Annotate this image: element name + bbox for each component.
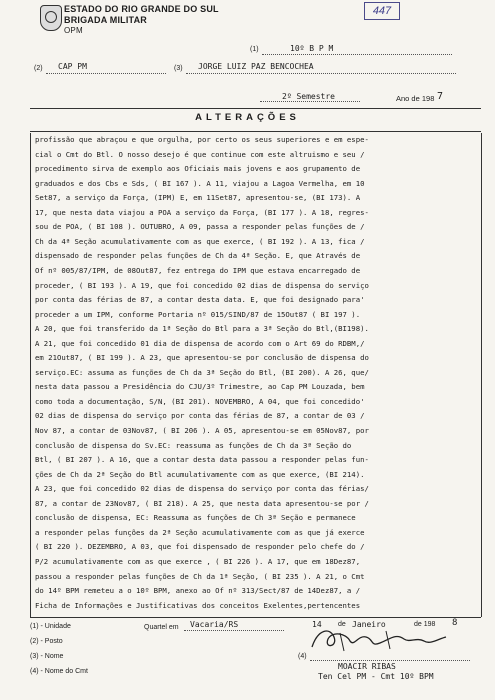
body-line: 87, a contar de 23Nov87, ( BI 218). A 25, que nesta data apresentou-se por / [35, 498, 369, 508]
body-line: A 20, que foi transferido da 1ª Seção do Btl para a 3ª Seção do Btl,(BI198). [35, 324, 369, 334]
commander-title: Ten Cel PM - Cmt 10º BPM [318, 672, 434, 681]
body-line: a responder pelas funções da 2ª Seção acumulativamente com as que já exerce [35, 527, 365, 537]
footer-day: 14 [312, 620, 322, 629]
body-line: nesta data passou a Presidência do CJU/3º Trimestre, ao Cap PM Louzada, bem [35, 382, 365, 392]
alteracoes-body [30, 133, 482, 617]
quartel-city: Vacaria/RS [190, 620, 239, 629]
nome-underline [186, 73, 456, 74]
body-line: 17, que nesta data viajou a POA a serviço da Força, (BI 177 ). A 18, regres- [35, 207, 369, 217]
year-digit: 7 [437, 91, 444, 102]
city-underline [184, 630, 284, 631]
legend-nome: (3) - Nome [30, 653, 64, 660]
semester-underline [260, 101, 360, 102]
brigade-heading: BRIGADA MILITAR [64, 15, 147, 25]
quartel-label: Quartel em [144, 624, 179, 631]
body-line: Set87, a serviço da Força, (IPM) E, em 11Set87, apresentou-se, (BI 173). A [35, 193, 361, 203]
semester-value: 2º Semestre [282, 92, 335, 101]
title-bottom-rule [30, 131, 481, 132]
section-title: ALTERAÇÕES [195, 112, 300, 123]
body-line: conclusão de dispensa, EC: Reassuma as funções de Ch 3ª Seção e permanece [35, 513, 356, 523]
body-line: cial o Cmt do Btl. O nosso desejo é que continue com este altruismo e seu / [35, 149, 365, 159]
body-line: passou a responder pelas funções de Ch da 1ª Seção, ( BI 235 ). A 21, o Cmt [35, 571, 365, 581]
commander-signature-icon [300, 623, 460, 655]
footer-month: Janeiro [352, 620, 386, 629]
body-line: Of nº 005/87/IPM, de 08Out87, fez entrega do IPM que estava encarregado de [35, 265, 361, 275]
commander-name: MOACIR RIBAS [338, 662, 396, 671]
body-line: conclusão de dispensa do Sv.EC: reassuma as funções de Ch da 3ª Seção do [35, 440, 352, 450]
cmt-marker: (4) [298, 653, 307, 660]
body-line: graduados e dos Cbs e Sds, ( BI 167 ). A 11, viajou a Lagoa Vermelha, em 10 [35, 178, 365, 188]
nome-marker: (3) [174, 65, 183, 72]
state-heading: ESTADO DO RIO GRANDE DO SUL [64, 4, 219, 14]
footer-year-prefix: de 198 [414, 621, 436, 628]
body-line: profissão que abraçou e que orgulha, por certo os seus superiores e em espe- [35, 135, 369, 144]
opm-value: 10º B P M [290, 44, 334, 53]
opm-underline [262, 54, 452, 55]
posto-underline [46, 73, 166, 74]
body-line: ções de Ch da 2ª Seção do Btl acumulativamente com as que exerce, (BI 214). [35, 469, 365, 479]
body-line: proceder a um IPM, conforme Portaria nº 015/SIND/87 de 15Out87 ( BI 197 ). [35, 309, 361, 319]
body-line: em 21Out87, ( BI 199 ). A 23, que apresentou-se por conclusão de dispensa do [35, 353, 369, 363]
state-crest-icon [40, 5, 62, 31]
footer-de: de [338, 621, 346, 628]
body-line: A 21, que foi concedido 01 dia de dispensa de acordo com o Art 69 do RDBM,/ [35, 338, 365, 348]
legend-posto: (2) - Posto [30, 638, 63, 645]
opm-marker: (1) [250, 46, 259, 53]
body-line: dispensado de responder pelas funções de Ch da 4ª Seção. E, que Através de [35, 251, 361, 261]
body-line: ( BI 220 ). DEZEMBRO, A 03, que foi dispensado de responder pelo chefe do / [35, 542, 365, 552]
year-label: Ano de 198 [396, 94, 435, 103]
body-line: Ficha de Informações e Justificativas dos conceitos Exelentes,pertencentes [35, 600, 361, 610]
opm-heading: OPM [64, 26, 83, 35]
body-line: Btl, ( BI 207 ). A 16, que a contar desta data passou a responder pelas fun- [35, 455, 369, 465]
posto-marker: (2) [34, 65, 43, 72]
body-line: Nov 87, a contar de 03Nov87, ( BI 206 ). A 05, apresentou-se em 05Nov87, por [35, 426, 369, 435]
record-number-stamp: 447 [364, 2, 400, 20]
body-line: proceder, ( BI 193 ). A 19, que foi concedido 02 dias de dispensa do serviço [35, 280, 369, 290]
legend-nome-cmt: (4) - Nome do Cmt [30, 668, 88, 675]
body-line: P/2 acumulativamente com as que exerce , ( BI 226 ). A 17, que em 18Dez87, [35, 556, 361, 566]
nome-value: JORGE LUIZ PAZ BENCOCHEA [198, 62, 314, 71]
title-top-rule [30, 108, 481, 109]
body-line: 02 dias de dispensa do serviço por conta das férias de 87, a contar de 03 / [35, 411, 365, 421]
body-bottom-rule [30, 617, 481, 618]
signature-underline [310, 660, 470, 661]
body-line: como toda a documentação, S/N, (BI 201). NOVEMBRO, A 04, que foi concedido' [35, 396, 365, 406]
body-line: A 23, que foi concedido 02 dias de dispensa do serviço por conta das férias/ [35, 484, 369, 494]
body-line: do 14º BPM remeteu a o 10º BPM, anexo ao Of nº 313/Sect/87 de 14Dez87, a / [35, 586, 361, 596]
legend-unidade: (1) - Unidade [30, 623, 71, 630]
body-line: procedimento sirva de exemplo aos Oficiais mais jovens e aos grupamento de [35, 164, 361, 174]
body-line: serviço.EC: assuma as funções de Ch da 3ª Seção do Btl, (BI 200). A 26, que/ [35, 367, 369, 377]
body-line: Ch da 4ª Seção acumulativamente com as que exerce, ( BI 192 ). A 13, fica / [35, 236, 365, 246]
posto-value: CAP PM [58, 62, 87, 71]
body-line: sou de POA, ( BI 108 ). OUTUBRO, A 09, passa a responder pelas funções de / [35, 222, 365, 232]
footer-year-digit: 8 [452, 618, 458, 628]
body-line: por conta das férias de 87, a contar desta data. E, que foi designado para' [35, 295, 365, 305]
